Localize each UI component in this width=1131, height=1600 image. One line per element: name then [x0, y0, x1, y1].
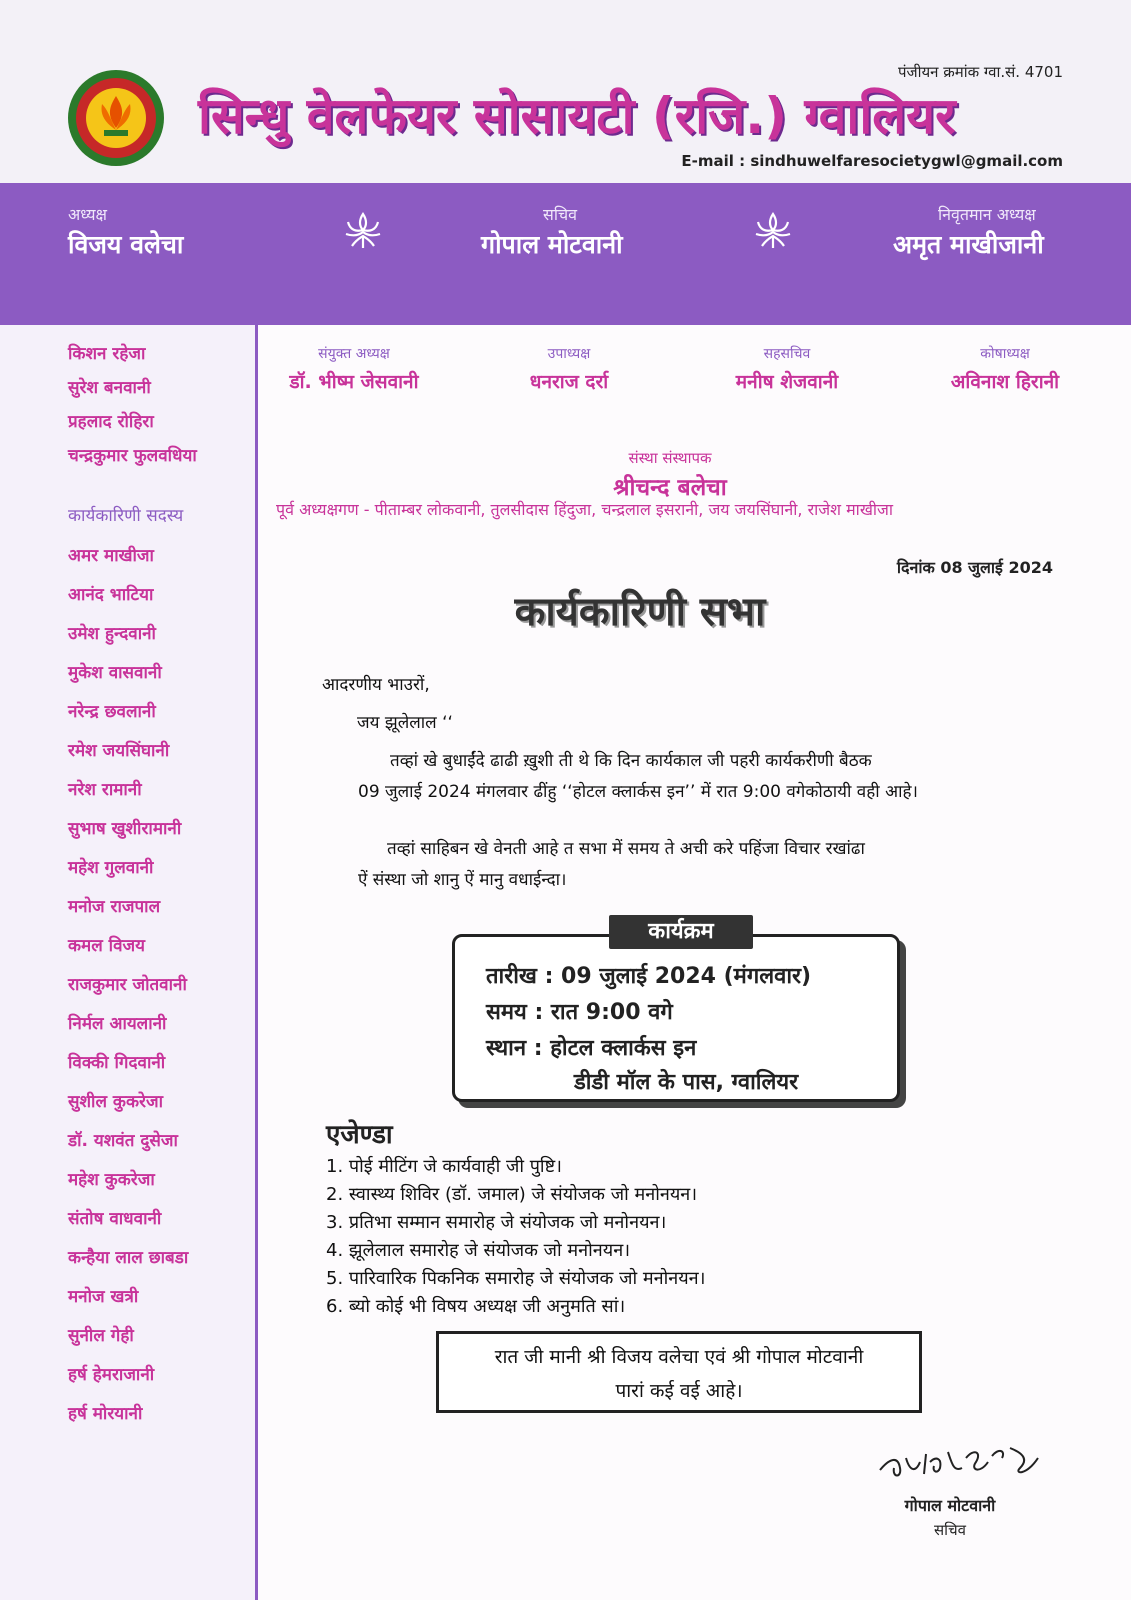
- executive-member: आनंद भाटिया: [68, 585, 154, 605]
- signatory-role: सचिव: [934, 1521, 966, 1539]
- header: [0, 0, 1131, 183]
- past-presidents: पूर्व अध्यक्षगण - पीताम्बर लोकवानी, तुलसीदास हिंदुजा, चन्द्रलाल इसरानी, जय जयसिंघानी, राजेश माखीजा: [276, 500, 894, 519]
- agenda-item: 1. पोई मीटिंग जे कार्यवाही जी पुष्टि।: [326, 1156, 562, 1177]
- executive-member: मनोज राजपाल: [68, 897, 161, 917]
- leaders-band: [0, 183, 1131, 325]
- executive-member: रमेश जयसिंघानी: [68, 741, 170, 761]
- dinner-note-line-1: रात जी मानी श्री विजय वलेचा एवं श्री गोपाल मोटवानी: [494, 1346, 864, 1368]
- executive-member: कन्हैया लाल छाबडा: [68, 1248, 189, 1268]
- dinner-note-line-2: पारां कई वई आहे।: [615, 1380, 743, 1402]
- officer-name-treasurer: अविनाश हिरानी: [950, 371, 1060, 393]
- programme-place: स्थान : होटल क्लार्कस इन: [486, 1036, 697, 1061]
- flower-ornament-icon: [750, 208, 796, 254]
- executive-member: अमर माखीजा: [68, 546, 154, 566]
- executive-member: महेश कुकरेजा: [68, 1170, 155, 1190]
- sidebar-member: सुरेश बनवानी: [68, 378, 151, 398]
- founder-role: संस्था संस्थापक: [628, 449, 712, 467]
- members-sidebar: [0, 325, 258, 1600]
- society-title: सिन्धु वेलफेयर सोसायटी (रजि.) ग्वालियर: [198, 87, 956, 145]
- executive-member: राजकुमार जोतवानी: [68, 975, 187, 995]
- meeting-title: कार्यकारिणी सभा: [514, 589, 766, 635]
- executive-member: कमल विजय: [68, 936, 145, 956]
- salutation: आदरणीय भाउरों,: [322, 675, 430, 695]
- officer-role-vice-president: उपाध्यक्ष: [547, 346, 591, 362]
- executive-member: नरेन्द्र छवलानी: [68, 702, 156, 722]
- executive-member: संतोष वाधवानी: [68, 1209, 162, 1229]
- agenda-title: एजेण्डा: [326, 1120, 393, 1150]
- officer-role-joint-secretary: सहसचिव: [763, 346, 811, 362]
- executive-member: उमेश हुन्दवानी: [68, 624, 156, 644]
- leader-role-secretary: सचिव: [543, 205, 578, 224]
- greeting: जय झूलेलाल ‘‘: [357, 713, 453, 733]
- leader-role-president: अध्यक्ष: [68, 205, 107, 224]
- letter-date: दिनांक 08 जुलाई 2024: [896, 558, 1053, 577]
- agenda-item: 4. झूलेलाल समारोह जे संयोजक जो मनोनयन।: [326, 1240, 631, 1261]
- officer-name-joint-secretary: मनीष शेजवानी: [735, 371, 839, 393]
- officer-role-joint-president: संयुक्त अध्यक्ष: [318, 346, 390, 362]
- leader-name-secretary: गोपाल मोटवानी: [481, 230, 623, 259]
- leader-name-former-president: अमृत माखीजानी: [893, 230, 1044, 259]
- paragraph-2-line-1: तव्हां साहिबन खे वेनती आहे त सभा में समय ते अची करे पहिंजा विचार रखांढा: [387, 839, 865, 859]
- executive-members-heading: कार्यकारिणी सदस्य: [68, 506, 184, 526]
- sidebar-member: किशन रहेजा: [68, 344, 146, 364]
- executive-member: डॉ. यशवंत दुसेजा: [68, 1131, 178, 1151]
- registration-number: पंजीयन क्रमांक ग्वा.सं. 4701: [897, 63, 1063, 81]
- handwritten-signature: [870, 1428, 1050, 1488]
- executive-member: सुभाष खुशीरामानी: [68, 819, 182, 839]
- executive-member: सुनील गेही: [68, 1326, 134, 1346]
- sidebar-member: प्रहलाद रोहिरा: [68, 412, 154, 432]
- founder-name: श्रीचन्द बलेचा: [613, 475, 727, 501]
- programme-place-detail: डीडी मॉल के पास, ग्वालियर: [574, 1070, 799, 1095]
- executive-member: नरेश रामानी: [68, 780, 142, 800]
- executive-member: निर्मल आयलानी: [68, 1014, 167, 1034]
- agenda-item: 6. ब्यो कोई भी विषय अध्यक्ष जी अनुमति सां।: [326, 1296, 626, 1317]
- programme-tag: कार्यक्रम: [609, 915, 753, 949]
- executive-member: हर्ष मोरयानी: [68, 1404, 143, 1424]
- officer-name-joint-president: डॉ. भीष्म जेसवानी: [289, 371, 419, 393]
- sidebar-member: चन्द्रकुमार फुलवधिया: [68, 446, 197, 466]
- leader-name-president: विजय वलेचा: [68, 230, 184, 259]
- executive-member: महेश गुलवानी: [68, 858, 154, 878]
- society-logo: [66, 68, 166, 168]
- dinner-note-box: [436, 1331, 922, 1413]
- executive-member: मुकेश वासवानी: [68, 663, 162, 683]
- executive-member: मनोज खत्री: [68, 1287, 139, 1307]
- agenda-item: 3. प्रतिभा सम्मान समारोह जे संयोजक जो मनोनयन।: [326, 1212, 667, 1233]
- agenda-item: 2. स्वास्थ्य शिविर (डॉ. जमाल) जे संयोजक जो मनोनयन।: [326, 1184, 698, 1205]
- leader-role-former-president: निवृतमान अध्यक्ष: [938, 205, 1036, 224]
- programme-time: समय : रात 9:00 वगे: [486, 1000, 673, 1025]
- officer-role-treasurer: कोषाध्यक्ष: [980, 346, 1030, 362]
- officer-name-vice-president: धनराज दर्रा: [529, 371, 609, 393]
- executive-member: सुशील कुकरेजा: [68, 1092, 163, 1112]
- executive-member: विक्की गिदवानी: [68, 1053, 166, 1073]
- programme-date: तारीख : 09 जुलाई 2024 (मंगलवार): [486, 964, 812, 989]
- flower-ornament-icon: [340, 208, 386, 254]
- signatory-name: गोपाल मोटवानी: [904, 1496, 996, 1515]
- paragraph-2-line-2: ऐं संस्था जो शानु ऐं मानु वधाईन्दा।: [358, 870, 567, 890]
- paragraph-1-line-2: 09 जुलाई 2024 मंगलवार ढींहु ‘‘होटल क्लार्कस इन’’ में रात 9:00 वगेकोठायी वही आहे।: [358, 782, 918, 802]
- email-address: E-mail : sindhuwelfaresocietygwl@gmail.com: [681, 152, 1063, 170]
- agenda-item: 5. पारिवारिक पिकनिक समारोह जे संयोजक जो मनोनयन।: [326, 1268, 706, 1289]
- paragraph-1-line-1: तव्हां खे बुधाईंदे ढाढी ख़ुशी ती थे कि दिन कार्यकाल जी पहरी कार्यकरीणी बैठक: [390, 751, 872, 771]
- executive-member: हर्ष हेमराजानी: [68, 1365, 155, 1385]
